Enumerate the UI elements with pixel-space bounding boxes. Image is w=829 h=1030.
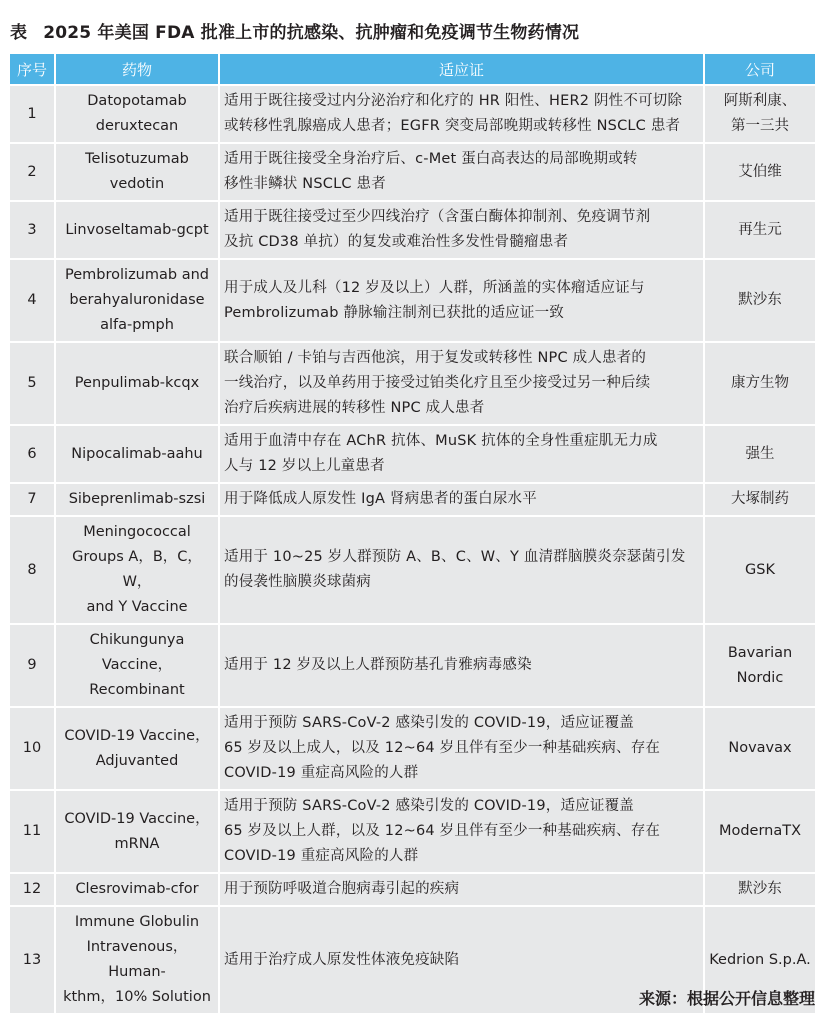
cell-drug-line: COVID-19 Vaccine， (64, 727, 210, 744)
cell-company (703, 708, 815, 789)
cell-indication-line: 联合顺铂 / 卡铂与吉西他滨，用于复发或转移性 NPC 成人患者的 (224, 350, 647, 366)
cell-drug (54, 426, 218, 482)
cell-company-line: Kedrion S.p.A. (709, 951, 811, 968)
cell-drug (54, 708, 218, 789)
cell-drug-line: berahyaluronidase (69, 292, 205, 308)
cell-indication-line: 适用于预防 SARS-CoV-2 感染引发的 COVID-19，适应证覆盖 (224, 715, 634, 731)
cell-indication-line: 适用于 10~25 岁人群预防 A、B、C、W、Y 血清群脑膜炎奈瑟菌引发 (224, 549, 686, 565)
cell-drug (54, 791, 218, 872)
cell-indication-line: 移性非鳞状 NSCLC 患者 (224, 176, 386, 192)
cell-no: 5 (10, 343, 54, 424)
table-header-row (10, 54, 815, 84)
cell-indication-line: Pembrolizumab 静脉输注制剂已获批的适应证一致 (224, 304, 564, 321)
cell-company-line: 强生 (745, 445, 775, 462)
cell-indication (218, 708, 703, 789)
table-row (10, 343, 815, 424)
table-title (10, 18, 579, 43)
cell-no: 8 (10, 517, 54, 623)
cell-no: 9 (10, 625, 54, 706)
table-row (10, 708, 815, 789)
cell-company-line: 再生元 (738, 221, 782, 238)
cell-company (703, 517, 815, 623)
source-note: 来源：根据公开信息整理 (638, 989, 815, 1008)
cell-indication-line: 适用于既往接受过内分泌治疗和化疗的 HR 阳性、HER2 阴性不可切除 (224, 93, 683, 109)
cell-company-line: 大塚制药 (731, 491, 789, 507)
header-drug: 药物 (54, 54, 218, 84)
cell-company-line: 第一三共 (731, 118, 789, 134)
table-row (10, 625, 815, 706)
cell-company (703, 343, 815, 424)
cell-indication-line: 一线治疗，以及单药用于接受过铂类化疗且至少接受过另一种后续 (224, 375, 651, 391)
table-row (10, 791, 815, 872)
cell-no: 11 (10, 791, 54, 872)
cell-indication (218, 202, 703, 258)
cell-indication-line: COVID-19 重症高风险的人群 (224, 848, 419, 864)
cell-drug (54, 144, 218, 200)
cell-indication-line: 适用于预防 SARS-CoV-2 感染引发的 COVID-19，适应证覆盖 (224, 798, 634, 814)
cell-drug (54, 907, 218, 1013)
table-row (10, 86, 815, 142)
cell-drug-line: Chikungunya Vaccine， (89, 632, 185, 673)
header-company: 公司 (703, 54, 815, 84)
cell-drug-line: Linvoseltamab-gcpt (65, 221, 209, 238)
header-indication: 适应证 (218, 54, 703, 84)
cell-no: 4 (10, 260, 54, 341)
cell-no: 6 (10, 426, 54, 482)
cell-indication (218, 517, 703, 623)
table-row (10, 517, 815, 623)
cell-company-line: 康方生物 (731, 375, 789, 391)
table-row (10, 260, 815, 341)
cell-drug (54, 202, 218, 258)
cell-indication-line: COVID-19 重症高风险的人群 (224, 765, 419, 781)
cell-drug-line: Groups A，B，C，W， (72, 549, 202, 590)
cell-company (703, 260, 815, 341)
cell-indication (218, 343, 703, 424)
table-row (10, 874, 815, 905)
cell-company-line: Nordic (736, 669, 784, 686)
cell-indication-line: 的侵袭性脑膜炎球菌病 (224, 574, 371, 590)
cell-company (703, 874, 815, 905)
cell-drug-line: Telisotuzumab (85, 151, 189, 167)
cell-indication-line: 及抗 CD38 单抗）的复发或难治性多发性骨髓瘤患者 (224, 234, 569, 250)
cell-company-line: GSK (745, 561, 775, 578)
drug-approval-table (10, 52, 815, 1015)
cell-indication-line: 适用于血清中存在 AChR 抗体、MuSK 抗体的全身性重症肌无力成 (224, 433, 658, 449)
cell-indication (218, 791, 703, 872)
cell-indication-line: 65 岁及以上成人，以及 12~64 岁且伴有至少一种基础疾病、存在 (224, 740, 661, 756)
cell-no: 7 (10, 484, 54, 515)
cell-indication-line: 适用于治疗成人原发性体液免疫缺陷 (224, 951, 460, 968)
cell-company-line: ModernaTX (718, 823, 802, 839)
table-row (10, 484, 815, 515)
cell-indication-line: 65 岁及以上人群，以及 12~64 岁且伴有至少一种基础疾病、存在 (224, 823, 661, 839)
cell-drug-line: and Y Vaccine (86, 599, 188, 615)
cell-no: 2 (10, 144, 54, 200)
cell-indication (218, 426, 703, 482)
cell-no: 10 (10, 708, 54, 789)
cell-drug-line: COVID-19 Vaccine， (64, 810, 210, 827)
cell-indication (218, 625, 703, 706)
table-row (10, 144, 815, 200)
cell-no: 13 (10, 907, 54, 1013)
cell-drug-line: Nipocalimab-aahu (71, 445, 203, 462)
cell-indication-line: 适用于既往接受过至少四线治疗（含蛋白酶体抑制剂、免疫调节剂 (224, 209, 651, 225)
cell-indication (218, 484, 703, 515)
table-title-label: 表 (10, 23, 28, 43)
table-row (10, 426, 815, 482)
cell-drug (54, 484, 218, 515)
cell-company (703, 426, 815, 482)
cell-no: 3 (10, 202, 54, 258)
cell-indication-line: 适用于既往接受全身治疗后、c-Met 蛋白高表达的局部晚期或转 (224, 151, 638, 167)
table-body (10, 86, 815, 1013)
cell-company (703, 202, 815, 258)
cell-indication-line: 或转移性乳腺癌成人患者；EGFR 突变局部晚期或转移性 NSCLC 患者 (224, 118, 681, 134)
cell-drug-line: Penpulimab-kcqx (74, 375, 200, 391)
cell-company-line: 阿斯利康、 (723, 93, 797, 109)
cell-drug-line: Recombinant (89, 682, 185, 698)
cell-drug-line: Adjuvanted (95, 752, 179, 769)
cell-drug-line: Meningococcal (83, 524, 191, 540)
cell-no: 12 (10, 874, 54, 905)
cell-no: 1 (10, 86, 54, 142)
cell-company (703, 791, 815, 872)
cell-drug (54, 517, 218, 623)
cell-indication-line: 用于预防呼吸道合胞病毒引起的疾病 (224, 881, 460, 897)
cell-indication (218, 874, 703, 905)
cell-company-line: 默沙东 (738, 292, 782, 308)
cell-indication-line: 用于降低成人原发性 IgA 肾病患者的蛋白尿水平 (224, 491, 537, 507)
header-no: 序号 (10, 54, 54, 84)
cell-company-line: Novavax (728, 740, 792, 756)
cell-company (703, 625, 815, 706)
cell-company-line: 默沙东 (738, 881, 782, 897)
cell-company-line: 艾伯维 (738, 163, 782, 180)
cell-indication (218, 907, 703, 1013)
table-row (10, 202, 815, 258)
cell-drug (54, 874, 218, 905)
cell-drug-line: Pembrolizumab and (65, 267, 209, 283)
cell-drug (54, 343, 218, 424)
cell-drug-line: Intravenous，Human- (86, 939, 188, 980)
cell-drug (54, 625, 218, 706)
cell-indication (218, 144, 703, 200)
cell-drug-line: Sibeprenlimab-szsi (68, 491, 206, 507)
cell-drug-line: deruxtecan (95, 118, 179, 134)
cell-company (703, 484, 815, 515)
cell-indication-line: 人与 12 岁以上儿童患者 (224, 458, 385, 474)
cell-drug-line: mRNA (114, 835, 160, 852)
cell-company (703, 144, 815, 200)
cell-drug (54, 86, 218, 142)
table-title-text: 2025 年美国 FDA 批准上市的抗感染、抗肿瘤和免疫调节生物药情况 (43, 23, 580, 43)
cell-indication-line: 治疗后疾病进展的转移性 NPC 成人患者 (224, 400, 485, 416)
cell-drug-line: kthm，10% Solution (63, 989, 211, 1005)
cell-drug-line: vedotin (109, 176, 165, 192)
cell-drug-line: Clesrovimab-cfor (75, 881, 199, 897)
cell-indication-line: 用于成人及儿科（12 岁及以上）人群，所涵盖的实体瘤适应证与 (224, 279, 645, 296)
cell-indication (218, 260, 703, 341)
cell-drug (54, 260, 218, 341)
cell-drug-line: Datopotamab (87, 93, 187, 109)
cell-drug-line: Immune Globulin (74, 914, 200, 930)
cell-indication (218, 86, 703, 142)
cell-company-line: Bavarian (727, 644, 793, 661)
cell-company (703, 86, 815, 142)
cell-drug-line: alfa-pmph (100, 317, 174, 333)
cell-indication-line: 适用于 12 岁及以上人群预防基孔肯雅病毒感染 (224, 657, 532, 673)
